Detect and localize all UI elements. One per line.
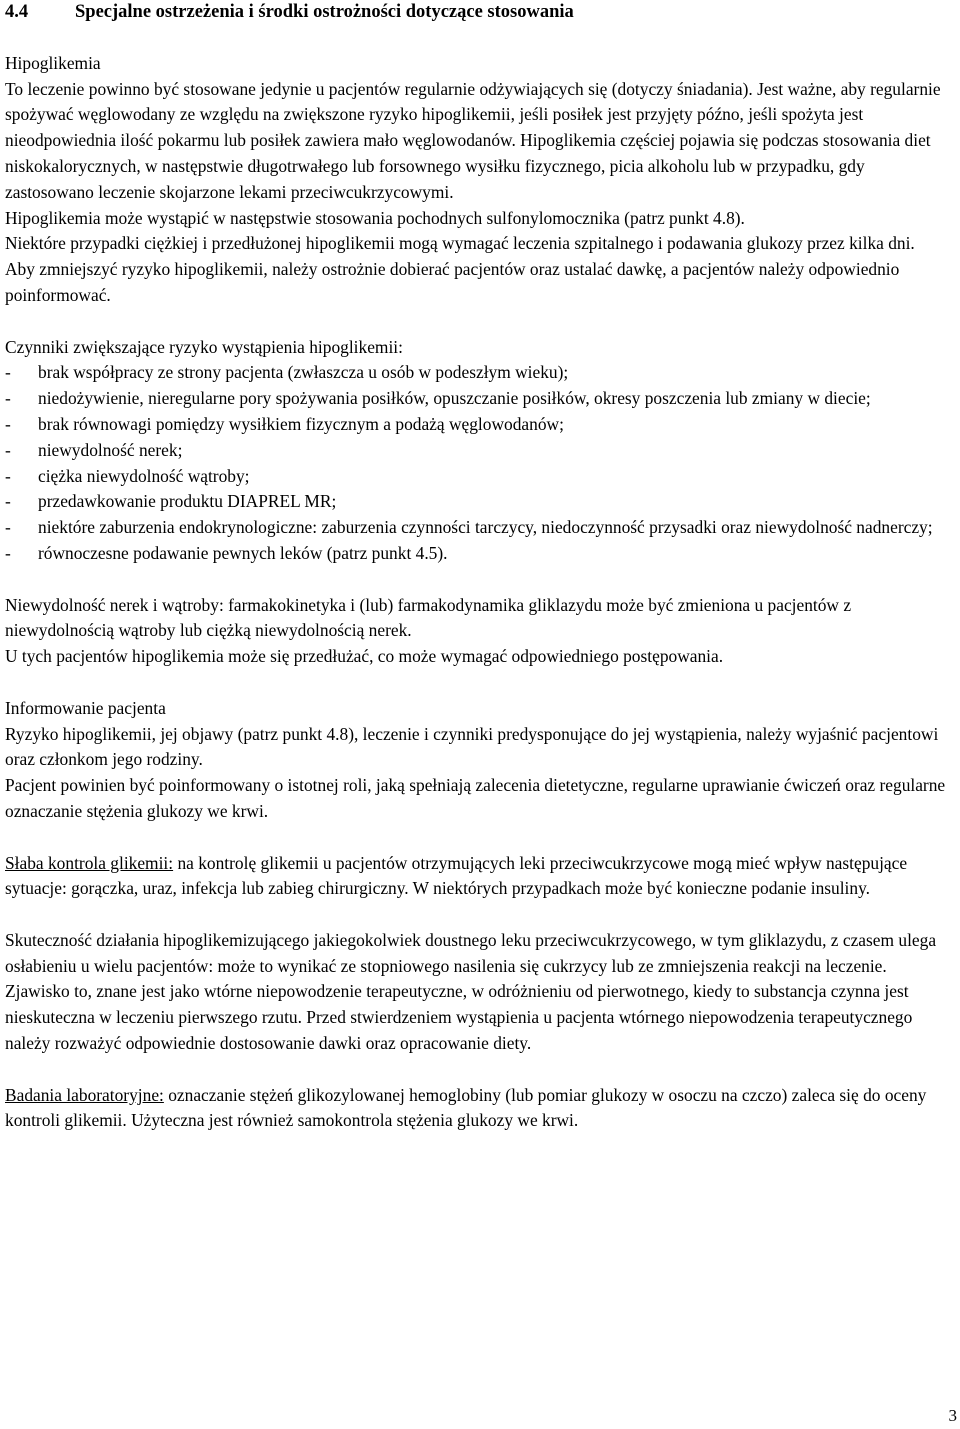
section-heading	[5, 0, 950, 25]
lab-tests-text: oznaczanie stężeń glikozylowanej hemoglobiny (lub pomiar glukozy w osoczu na czczo) zaleca się do oceny kontroli glikemii. Użyteczna jest również samokontrola stężenia glukozy we krwi.	[5, 1084, 927, 1131]
list-item: - przedawkowanie produktu DIAPREL MR;	[5, 489, 950, 515]
list-item: - niewydolność nerek;	[5, 438, 950, 464]
hypoglycemia-paragraph-3: Niektóre przypadki ciężkiej i przedłużonej hipoglikemii mogą wymagać leczenia szpitalnego i podawania glukozy przez kilka dni.	[5, 233, 915, 254]
efficacy-paragraph: Skuteczność działania hipoglikemizującego jakiegokolwiek doustnego leku przeciwcukrzycowego, w tym gliklazydu, z czasem ulega osłabieniu u wielu pacjentów: może to wynikać ze stopniowego nasilenia się cukrzycy lub ze zmniejszenia reakcji na leczenie. Zjawisko to, znane jest jako wtórne niepowodzenie terapeutyczne, w odróżnieniu od pierwotnego, kiedy to substancja czynna jest nieskuteczna w leczeniu pierwszego rzutu. Przed stwierdzeniem wystąpienia u pacjenta wtórnego niepowodzenia terapeutycznego należy rozważyć odpowiednie dostosowanie dawki oraz opracowanie diety.	[5, 929, 937, 1054]
list-item: - równoczesne podawanie pewnych leków (patrz punkt 4.5).	[5, 541, 950, 567]
lab-tests-label: Badania laboratoryjne:	[5, 1084, 164, 1105]
spacer	[5, 25, 950, 51]
hypoglycemia-paragraph-4: Aby zmniejszyć ryzyko hipoglikemii, należy ostrożnie dobierać pacjentów oraz ustalać dawkę, a pacjentów należy odpowiednio poinformować.	[5, 259, 900, 305]
risk-factors-intro: Czynniki zwiększające ryzyko wystąpienia hipoglikemii:	[5, 336, 403, 357]
spacer	[5, 670, 950, 696]
section-title: Specjalne ostrzeżenia i środki ostrożności dotyczące stosowania	[75, 2, 574, 22]
hypoglycemia-title: Hipoglikemia	[5, 52, 101, 73]
list-item: - ciężka niewydolność wątroby;	[5, 464, 950, 490]
spacer	[5, 825, 950, 851]
risk-factors-list	[5, 360, 950, 566]
renal-hepatic-paragraph-2: U tych pacjentów hipoglikemia może się przedłużać, co może wymagać odpowiedniego postępowania.	[5, 646, 724, 667]
section-number: 4.4	[5, 2, 29, 22]
list-item: - brak współpracy ze strony pacjenta (zwłaszcza u osób w podeszłym wieku);	[5, 360, 950, 386]
list-item: - niedożywienie, nieregularne pory spożywania posiłków, opuszczanie posiłków, okresy poszczenia lub zmiany w diecie;	[5, 386, 950, 412]
hypoglycemia-paragraph-2: Hipoglikemia może wystąpić w następstwie stosowania pochodnych sulfonylomocznika (patrz punkt 4.8).	[5, 207, 745, 228]
spacer	[5, 902, 950, 928]
patient-info-paragraph-2: Pacjent powinien być poinformowany o istotnej roli, jaką spełniają zalecenia dietetyczne, regularne uprawianie ćwiczeń oraz regularne oznaczanie stężenia glukozy we krwi.	[5, 775, 946, 821]
list-item: - brak równowagi pomiędzy wysiłkiem fizycznym a podażą węglowodanów;	[5, 412, 950, 438]
poor-control-text: na kontrolę glikemii u pacjentów otrzymujących leki przeciwcukrzycowe mogą mieć wpływ następujące sytuacje: gorączka, uraz, infekcja lub zabieg chirurgiczny. W niektórych przypadkach może być konieczne podanie insuliny.	[5, 852, 908, 899]
poor-control-paragraph	[5, 851, 950, 903]
poor-control-label: Słaba kontrola glikemii:	[5, 852, 174, 873]
list-item: - niektóre zaburzenia endokrynologiczne: zaburzenia czynności tarczycy, niedoczynność przysadki oraz niewydolność nadnerczy;	[5, 515, 950, 541]
renal-hepatic-paragraph-1: Niewydolność nerek i wątroby: farmakokinetyka i (lub) farmakodynamika gliklazydu może być zmieniona u pacjentów z niewydolnością wątroby lub ciężką niewydolnością nerek.	[5, 594, 852, 641]
hypoglycemia-paragraph-1: To leczenie powinno być stosowane jedynie u pacjentów regularnie odżywiających się (dotyczy śniadania). Jest ważne, aby regularnie spożywać węglowodany ze względu na zwiększone ryzyko hipoglikemii, jeśli posiłek jest przyjęty późno, jeśli spożyta jest nieodpowiednia ilość pokarmu lub posiłek zawiera mało węglowodanów. Hipoglikemia częściej pojawia się podczas stosowania diet niskokalorycznych, w następstwie długotrwałego lub forsownego wysiłku fizycznego, picia alkoholu lub w przypadku, gdy zastosowano leczenie skojarzone lekami przeciwcukrzycowymi.	[5, 78, 941, 202]
lab-tests-paragraph	[5, 1083, 950, 1135]
spacer	[5, 567, 950, 593]
page-number: 3	[948, 1406, 957, 1425]
patient-info-paragraph-1: Ryzyko hipoglikemii, jej objawy (patrz punkt 4.8), leczenie i czynniki predysponujące do jej wystąpienia, należy wyjaśnić pacjentowi oraz członkom jego rodziny.	[5, 723, 939, 770]
spacer	[5, 309, 950, 335]
spacer	[5, 1057, 950, 1083]
document-page	[5, 0, 950, 1134]
patient-info-title: Informowanie pacjenta	[5, 697, 166, 718]
